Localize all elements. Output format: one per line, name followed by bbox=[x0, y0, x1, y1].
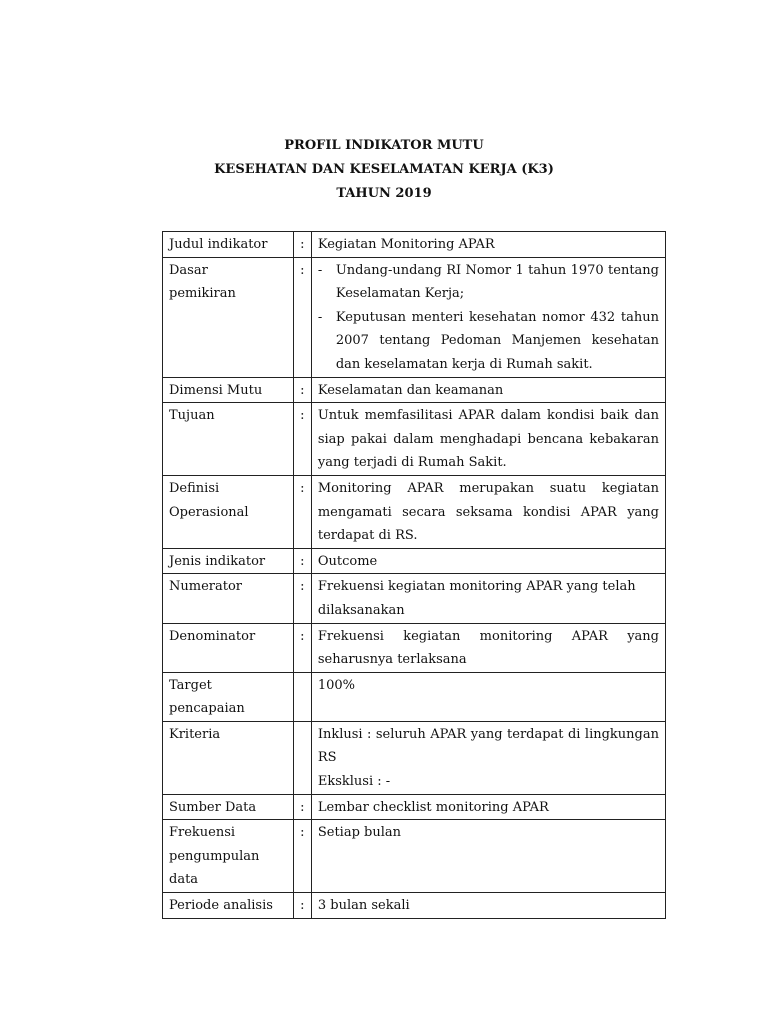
label-numerator: Numerator bbox=[163, 574, 294, 623]
label-target-line-2: pencapaian bbox=[169, 701, 245, 717]
value-periode-analisis: 3 bulan sekali bbox=[311, 893, 665, 919]
row-dasar-pemikiran bbox=[163, 257, 666, 377]
separator: : bbox=[293, 257, 311, 377]
label-dasar-line-1: Dasar bbox=[169, 262, 208, 278]
row-denominator bbox=[163, 623, 666, 672]
row-judul-indikator bbox=[163, 232, 666, 258]
label-frekuensi-pengumpulan-data bbox=[163, 820, 294, 893]
label-target-line-1: Target bbox=[169, 677, 212, 693]
row-numerator bbox=[163, 574, 666, 623]
row-tujuan bbox=[163, 403, 666, 476]
label-frekuensi-line-1: Frekuensi bbox=[169, 825, 236, 841]
value-denominator: Frekuensi kegiatan monitoring APAR yang seharusnya terlaksana bbox=[311, 623, 665, 672]
indicator-profile-table bbox=[162, 231, 666, 919]
value-dasar-pemikiran bbox=[311, 257, 665, 377]
row-dimensi-mutu bbox=[163, 377, 666, 403]
row-definisi-operasional bbox=[163, 475, 666, 548]
row-periode-analisis bbox=[163, 893, 666, 919]
label-dimensi-mutu: Dimensi Mutu bbox=[163, 377, 294, 403]
document-title bbox=[0, 134, 768, 206]
dash-bullet: - bbox=[317, 262, 323, 278]
value-kriteria bbox=[311, 721, 665, 794]
row-target-pencapaian bbox=[163, 672, 666, 721]
separator-empty bbox=[293, 672, 311, 721]
label-periode-analisis: Periode analisis bbox=[163, 893, 294, 919]
separator: : bbox=[293, 548, 311, 574]
dash-bullet: - bbox=[317, 309, 323, 325]
value-definisi-operasional: Monitoring APAR merupakan suatu kegiatan mengamati secara seksama kondisi APAR yang terdapat di RS. bbox=[311, 475, 665, 548]
row-sumber-data bbox=[163, 794, 666, 820]
value-numerator: Frekuensi kegiatan monitoring APAR yang telah dilaksanakan bbox=[311, 574, 665, 623]
value-jenis-indikator: Outcome bbox=[311, 548, 665, 574]
separator: : bbox=[293, 893, 311, 919]
separator: : bbox=[293, 623, 311, 672]
title-line-2: KESEHATAN DAN KESELAMATAN KERJA (K3) bbox=[214, 162, 554, 177]
value-tujuan: Untuk memfasilitasi APAR dalam kondisi baik dan siap pakai dalam menghadapi bencana kebakaran yang terjadi di Rumah Sakit. bbox=[311, 403, 665, 476]
label-kriteria: Kriteria bbox=[163, 721, 294, 794]
row-frekuensi-pengumpulan-data bbox=[163, 820, 666, 893]
label-frekuensi-line-3: data bbox=[169, 872, 199, 888]
label-denominator: Denominator bbox=[163, 623, 294, 672]
value-judul-indikator: Kegiatan Monitoring APAR bbox=[311, 232, 665, 258]
value-sumber-data: Lembar checklist monitoring APAR bbox=[311, 794, 665, 820]
dasar-item-text: Keputusan menteri kesehatan nomor 432 tahun 2007 tentang Pedoman Manjemen kesehatan dan keselamatan kerja di Rumah sakit. bbox=[335, 309, 659, 372]
label-definisi-line-1: Definisi bbox=[169, 480, 220, 496]
label-target-pencapaian bbox=[163, 672, 294, 721]
value-dimensi-mutu: Keselamatan dan keamanan bbox=[311, 377, 665, 403]
label-frekuensi-line-2: pengumpulan bbox=[169, 848, 260, 864]
label-definisi-line-2: Operasional bbox=[169, 504, 249, 520]
label-sumber-data: Sumber Data bbox=[163, 794, 294, 820]
row-jenis-indikator bbox=[163, 548, 666, 574]
separator: : bbox=[293, 475, 311, 548]
title-line-3: TAHUN 2019 bbox=[336, 186, 432, 201]
separator: : bbox=[293, 820, 311, 893]
dasar-item-1 bbox=[318, 259, 659, 306]
separator: : bbox=[293, 403, 311, 476]
kriteria-inklusi: Inklusi : seluruh APAR yang terdapat di lingkungan RS bbox=[317, 726, 659, 766]
separator-empty bbox=[293, 721, 311, 794]
value-target-pencapaian: 100% bbox=[311, 672, 665, 721]
kriteria-eksklusi: Eksklusi : - bbox=[317, 774, 391, 790]
separator: : bbox=[293, 794, 311, 820]
dasar-item-text: Undang-undang RI Nomor 1 tahun 1970 tentang Keselamatan Kerja; bbox=[335, 262, 659, 302]
label-dasar-pemikiran bbox=[163, 257, 294, 377]
label-dasar-line-2: pemikiran bbox=[169, 286, 236, 302]
separator: : bbox=[293, 574, 311, 623]
label-tujuan: Tujuan bbox=[163, 403, 294, 476]
label-definisi-operasional bbox=[163, 475, 294, 548]
dasar-item-2 bbox=[318, 306, 659, 377]
label-judul-indikator: Judul indikator bbox=[163, 232, 294, 258]
title-line-1: PROFIL INDIKATOR MUTU bbox=[284, 138, 484, 153]
separator: : bbox=[293, 377, 311, 403]
label-jenis-indikator: Jenis indikator bbox=[163, 548, 294, 574]
row-kriteria bbox=[163, 721, 666, 794]
value-frekuensi-pengumpulan-data: Setiap bulan bbox=[311, 820, 665, 893]
separator: : bbox=[293, 232, 311, 258]
